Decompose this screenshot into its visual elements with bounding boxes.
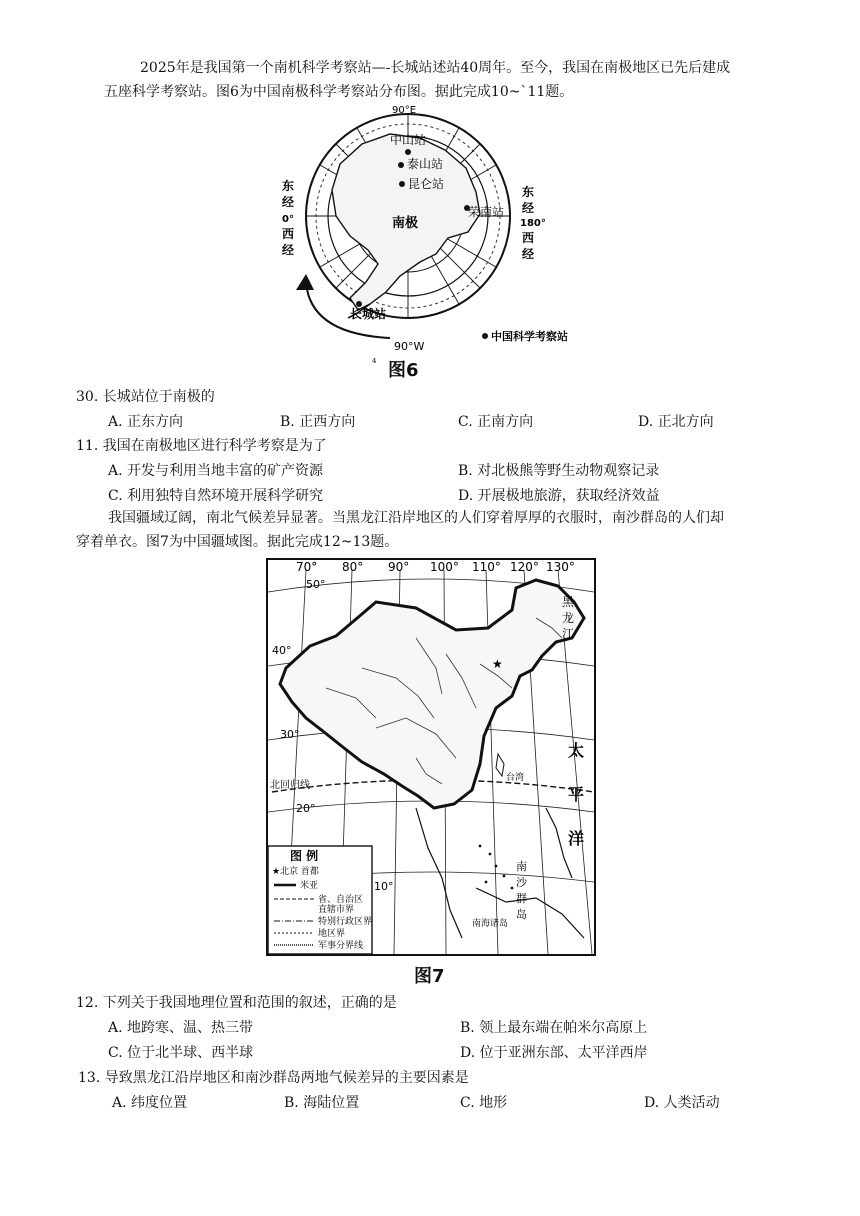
svg-text:110°: 110° bbox=[472, 560, 501, 574]
svg-text:黑: 黑 bbox=[562, 595, 575, 609]
svg-text:经: 经 bbox=[282, 195, 295, 209]
q13-stem: 13. 导致黑龙江沿岸地区和南沙群岛两地气候差异的主要因素是 bbox=[78, 1070, 469, 1086]
svg-text:90°: 90° bbox=[388, 560, 410, 574]
q10-option-a: A. 正东方向 bbox=[108, 414, 184, 430]
svg-text:西: 西 bbox=[282, 227, 295, 241]
q10-option-d: D. 正北方向 bbox=[638, 414, 714, 430]
label-90w: 90°W bbox=[394, 340, 425, 353]
svg-text:洋: 洋 bbox=[568, 829, 585, 848]
svg-text:东: 东 bbox=[522, 185, 535, 199]
q11-stem: 11. 我国在南极地区进行科学考察是为了 bbox=[76, 438, 327, 454]
figure-6-caption: 图6 bbox=[388, 360, 419, 381]
q13-option-c: C. 地形 bbox=[460, 1095, 508, 1111]
svg-text:50°: 50° bbox=[306, 578, 326, 591]
q11-option-d: D. 开展极地旅游，获取经济效益 bbox=[458, 488, 660, 504]
intro-line-2: 五座科学考察站。图6为中国南极科学考察站分布图。据此完成10~`11题。 bbox=[104, 84, 574, 100]
q13-option-a: A. 纬度位置 bbox=[112, 1095, 188, 1111]
svg-text:直辖市界: 直辖市界 bbox=[318, 905, 355, 915]
svg-text:0°: 0° bbox=[282, 214, 294, 225]
svg-text:西: 西 bbox=[522, 231, 535, 245]
q12-option-a: A. 地跨寒、温、热三带 bbox=[108, 1020, 254, 1036]
q11-option-c: C. 利用独特自然环境开展科学研究 bbox=[108, 488, 324, 504]
station-label-great-wall: 长城站 bbox=[350, 307, 387, 321]
svg-text:10°: 10° bbox=[374, 880, 394, 893]
q12-option-d: D. 位于亚洲东部、太平洋西岸 bbox=[460, 1045, 648, 1061]
svg-text:省、自治区: 省、自治区 bbox=[318, 895, 364, 905]
svg-text:40°: 40° bbox=[272, 644, 292, 657]
svg-text:南: 南 bbox=[516, 860, 527, 873]
svg-text:120°: 120° bbox=[510, 560, 539, 574]
station-dot-2 bbox=[398, 162, 404, 168]
left-meridian-label bbox=[282, 178, 294, 257]
svg-text:沙: 沙 bbox=[516, 876, 527, 889]
svg-text:群: 群 bbox=[516, 892, 527, 905]
q11-option-b: B. 对北极熊等野生动物观察记录 bbox=[458, 463, 660, 479]
svg-text:20°: 20° bbox=[296, 802, 316, 815]
svg-text:100°: 100° bbox=[430, 560, 459, 574]
q12-stem: 12. 下列关于我国地理位置和范围的叙述，正确的是 bbox=[76, 995, 397, 1011]
svg-text:北回归线: 北回归线 bbox=[270, 780, 310, 791]
svg-text:经: 经 bbox=[282, 243, 295, 257]
intro2-line-1: 我国疆域辽阔，南北气候差异显著。当黑龙江沿岸地区的人们穿着厚厚的衣服时，南沙群岛的人们却 bbox=[108, 510, 724, 526]
svg-text:地区界: 地区界 bbox=[318, 929, 346, 939]
intro-line-1: 2025年是我国第一个南机科学考察站—-长城站述站40周年。至今，我国在南极地区已先后建成 bbox=[140, 60, 731, 76]
station-label-4: 荣南站 bbox=[468, 205, 505, 219]
svg-text:80°: 80° bbox=[342, 560, 364, 574]
svg-text:70°: 70° bbox=[296, 560, 318, 574]
beijing-star: ★ bbox=[492, 657, 503, 671]
q10-option-c: C. 正南方向 bbox=[458, 414, 534, 430]
svg-text:130°: 130° bbox=[546, 560, 575, 574]
q12-option-c: C. 位于北半球、西半球 bbox=[108, 1045, 254, 1061]
svg-text:军事分界线: 军事分界线 bbox=[318, 941, 364, 951]
svg-text:南海诸岛: 南海诸岛 bbox=[472, 919, 509, 929]
svg-text:经: 经 bbox=[522, 247, 535, 261]
station-label-kunlun: 昆仑站 bbox=[408, 177, 445, 191]
q13-option-b: B. 海陆位置 bbox=[284, 1095, 360, 1111]
label-90e: 90°E bbox=[392, 105, 417, 116]
svg-text:平: 平 bbox=[568, 785, 585, 804]
svg-text:米亚: 米亚 bbox=[300, 881, 319, 891]
station-label-taishan: 泰山站 bbox=[407, 157, 444, 171]
china-territory-map bbox=[266, 558, 596, 958]
intro2-line-2: 穿着单衣。图7为中国疆域图。据此完成12~13题。 bbox=[76, 534, 399, 550]
q11-option-a: A. 开发与利用当地丰富的矿产资源 bbox=[108, 463, 324, 479]
svg-text:180°: 180° bbox=[520, 218, 546, 229]
q10-stem: 30. 长城站位于南极的 bbox=[76, 389, 215, 405]
legend-label: 中国科学考察站 bbox=[491, 330, 568, 343]
antarctic-station-map bbox=[270, 104, 600, 354]
arrow-head bbox=[296, 274, 314, 290]
svg-text:30°: 30° bbox=[280, 728, 300, 741]
svg-text:台湾: 台湾 bbox=[506, 773, 525, 783]
svg-text:太: 太 bbox=[568, 741, 585, 760]
svg-text:东: 东 bbox=[282, 179, 295, 193]
caption-mark: ⁴ bbox=[372, 356, 377, 369]
station-dot-3 bbox=[399, 181, 405, 187]
q12-option-b: B. 领上最东端在帕米尔高原上 bbox=[460, 1020, 648, 1036]
q13-option-d: D. 人类活动 bbox=[644, 1095, 720, 1111]
svg-text:龙: 龙 bbox=[562, 611, 575, 625]
svg-text:经: 经 bbox=[522, 201, 535, 215]
south-pole-label: 南极 bbox=[392, 216, 419, 231]
svg-text:江: 江 bbox=[562, 627, 575, 641]
legend-title: 图 例 bbox=[290, 849, 319, 863]
figure-7-caption: 图7 bbox=[414, 966, 445, 987]
station-label-zhongshan: 中山站 bbox=[390, 133, 427, 147]
svg-text:岛: 岛 bbox=[516, 908, 527, 921]
svg-text:★北京 首都: ★北京 首都 bbox=[272, 867, 319, 877]
right-meridian-label bbox=[520, 184, 546, 261]
legend-dot bbox=[482, 333, 488, 339]
q10-option-b: B. 正西方向 bbox=[280, 414, 356, 430]
svg-text:特别行政区界: 特别行政区界 bbox=[318, 917, 373, 927]
station-dot-1 bbox=[405, 149, 411, 155]
